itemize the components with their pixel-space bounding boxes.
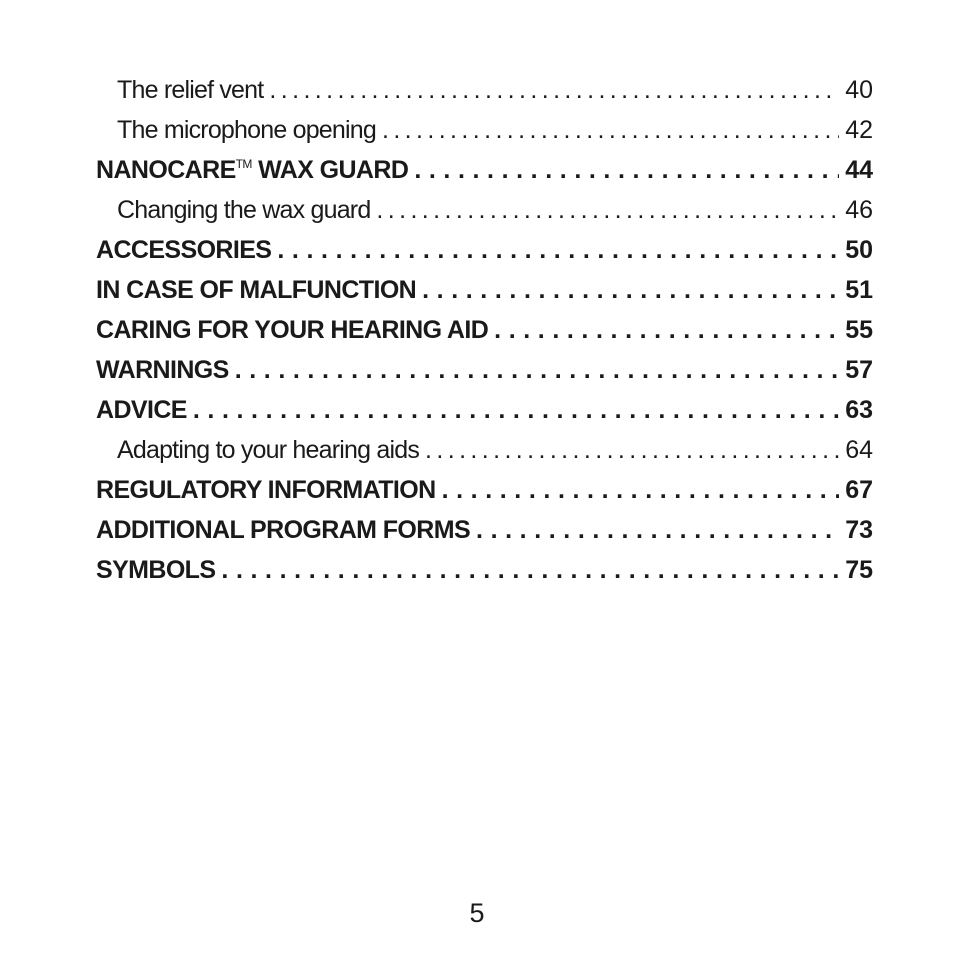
page-number: 5 [469, 898, 485, 928]
trademark-superscript: TM [235, 157, 252, 171]
toc-entry-page: 57 [845, 356, 873, 384]
toc-entry-page: 75 [845, 556, 873, 584]
toc-entry-in-case-of-malfunction[interactable] [96, 270, 873, 310]
toc-entry-label: WARNINGS [96, 356, 229, 384]
toc-entry-symbols[interactable] [96, 550, 873, 590]
toc-entry-label: The relief vent [117, 76, 264, 104]
toc-dot-leader [221, 550, 839, 590]
toc-entry-advice[interactable] [96, 390, 873, 430]
toc-entry-label: ACCESSORIES [96, 236, 272, 264]
toc-dot-leader [442, 470, 839, 510]
toc-entry-page: 40 [845, 76, 873, 104]
toc-entry-page: 73 [845, 516, 873, 544]
toc-dot-leader [425, 430, 839, 470]
toc-entry-page: 67 [845, 476, 873, 504]
toc-entry-changing-wax-guard[interactable] [96, 190, 873, 230]
toc-dot-leader [277, 230, 839, 270]
toc-entry-label: The microphone opening [117, 116, 376, 144]
toc-dot-leader [382, 110, 839, 150]
toc-entry-label: SYMBOLS [96, 556, 216, 584]
toc-entry-label [96, 150, 408, 190]
toc-entry-page: 44 [845, 156, 873, 184]
toc-dot-leader [193, 390, 839, 430]
toc-entry-regulatory-information[interactable] [96, 470, 873, 510]
toc-entry-label-rest: WAX GUARD [251, 156, 409, 184]
toc-entry-page: 46 [845, 196, 873, 224]
toc-entry-label-main: NANOCARE [96, 156, 236, 184]
toc-entry-nanocare-wax-guard[interactable] [96, 150, 873, 190]
toc-dot-leader [376, 190, 839, 230]
toc-dot-leader [422, 270, 839, 310]
toc-entry-page: 55 [845, 316, 873, 344]
table-of-contents [96, 70, 873, 590]
toc-entry-page: 51 [845, 276, 873, 304]
toc-entry-label: Adapting to your hearing aids [117, 436, 420, 464]
toc-entry-label: ADDITIONAL PROGRAM FORMS [96, 516, 471, 544]
toc-dot-leader [235, 350, 839, 390]
toc-entry-additional-program-forms[interactable] [96, 510, 873, 550]
toc-entry-label: REGULATORY INFORMATION [96, 476, 436, 504]
toc-dot-leader [476, 510, 839, 550]
toc-entry-warnings[interactable] [96, 350, 873, 390]
toc-dot-leader [494, 310, 839, 350]
toc-entry-accessories[interactable] [96, 230, 873, 270]
toc-entry-microphone-opening[interactable] [96, 110, 873, 150]
toc-entry-page: 64 [845, 436, 873, 464]
toc-entry-label: CARING FOR YOUR HEARING AID [96, 316, 489, 344]
toc-entry-caring-for-hearing-aid[interactable] [96, 310, 873, 350]
toc-entry-label: IN CASE OF MALFUNCTION [96, 276, 417, 304]
toc-entry-label: ADVICE [96, 396, 187, 424]
toc-entry-label: Changing the wax guard [117, 196, 371, 224]
toc-entry-page: 63 [845, 396, 873, 424]
toc-entry-page: 50 [845, 236, 873, 264]
toc-entry-page: 42 [845, 116, 873, 144]
toc-entry-adapting-hearing-aids[interactable] [96, 430, 873, 470]
toc-dot-leader [269, 70, 839, 110]
toc-entry-relief-vent[interactable] [96, 70, 873, 110]
toc-dot-leader [414, 150, 839, 190]
